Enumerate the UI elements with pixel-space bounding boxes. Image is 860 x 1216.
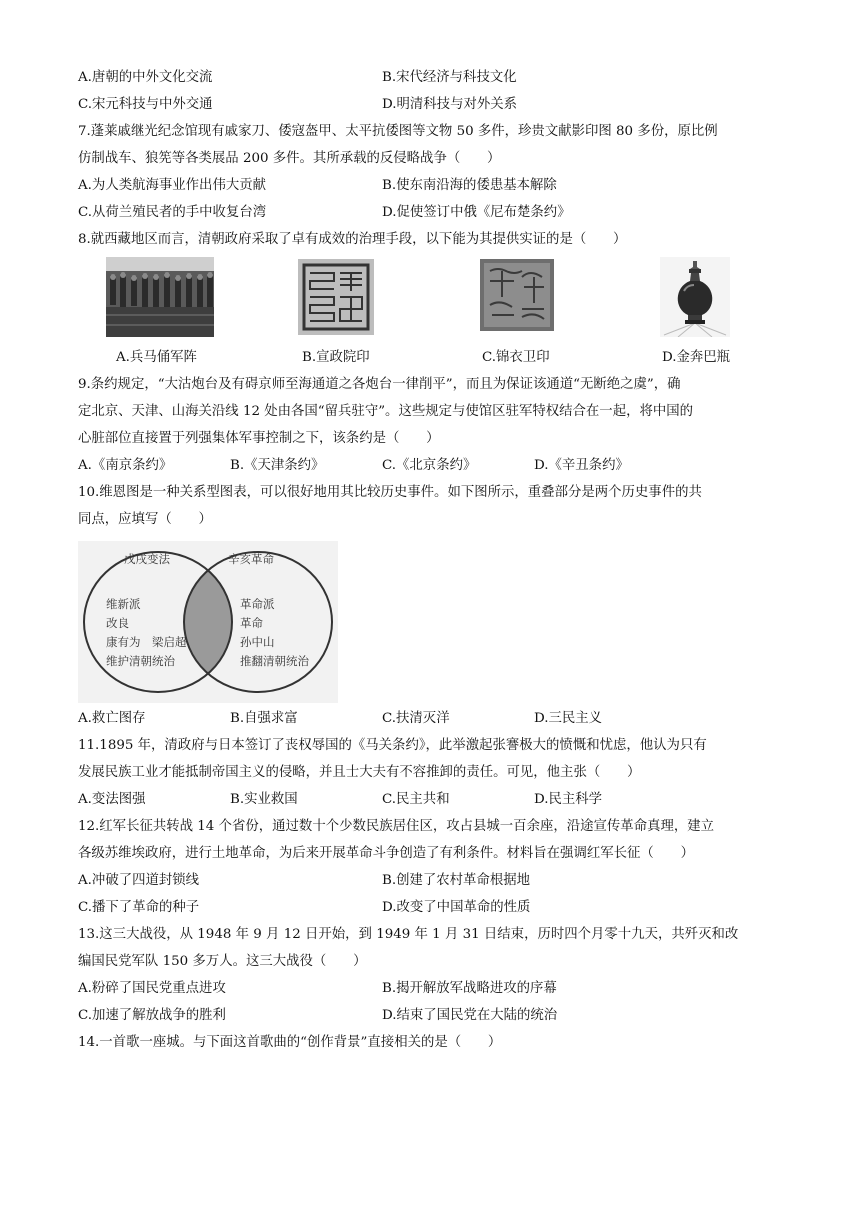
q10-option-d: D.三民主义: [534, 711, 603, 726]
q10-option-b: B.自强求富: [230, 711, 298, 726]
q6-option-b: B.宋代经济与科技文化: [382, 70, 517, 85]
q8-caption-row: [78, 345, 788, 371]
venn-left-item: 康有为 梁启超: [106, 635, 187, 649]
q7-option-c: C.从荷兰殖民者的手中收复台湾: [78, 205, 267, 220]
q9-option-d: D.《辛丑条约》: [534, 458, 629, 473]
q11-option-d: D.民主科学: [534, 792, 603, 807]
q11-option-b: B.实业救国: [230, 792, 298, 807]
venn-right-item: 革命派: [240, 597, 275, 611]
q13-option-d: D.结束了国民党在大陆的统治: [382, 1008, 558, 1023]
venn-right-item: 推翻清朝统治: [240, 654, 309, 668]
q11-stem-line1: 11.1895 年，清政府与日本签订了丧权辱国的《马关条约》，此举激起张謇极大的愤慨和忧虑，他认为只有: [78, 738, 707, 753]
q6-option-d: D.明清科技与对外关系: [382, 97, 518, 112]
q13-option-c: C.加速了解放战争的胜利: [78, 1008, 226, 1023]
q12-stem-line2: 各级苏维埃政府，进行土地革命，为后来开展革命斗争创造了有利条件。材料旨在强调红军长征（ ）: [78, 846, 694, 861]
q10-option-a: A.救亡图存: [78, 711, 146, 726]
q13-options-row1: [78, 975, 788, 1002]
terracotta-army-image: [106, 257, 214, 337]
q12-options-row2: [78, 894, 788, 921]
q12-options-row1: [78, 867, 788, 894]
golden-vase-image: [660, 257, 730, 337]
q13-stem-line1: 13.这三大战役，从 1948 年 9 月 12 日开始，到 1949 年 1 月 31 日结束，历时四个月零十九天，共歼灭和改: [78, 927, 739, 942]
q7-option-b: B.使东南沿海的倭患基本解除: [382, 178, 557, 193]
q8-option-a: A.兵马俑军阵: [116, 350, 197, 365]
q10-options-row: [78, 705, 788, 732]
q12-option-a: A.冲破了四道封锁线: [78, 873, 200, 888]
q8-option-d: D.金奔巴瓶: [662, 350, 731, 365]
q9-stem-line2: 定北京、天津、山海关沿线 12 处由各国“留兵驻守”。这些规定与使馆区驻军特权结合在一起，将中国的: [78, 404, 694, 419]
q8-stem: 8.就西藏地区而言，清朝政府采取了卓有成效的治理手段，以下能为其提供实证的是（ ）: [78, 232, 627, 247]
exam-page: [78, 64, 788, 1056]
venn-right-title: 辛亥革命: [228, 552, 274, 566]
q10-option-c: C.扶清灭洋: [382, 711, 450, 726]
q8-option-c: C.锦衣卫印: [482, 350, 550, 365]
q8-image-row: [78, 257, 788, 345]
q12-option-d: D.改变了中国革命的性质: [382, 900, 531, 915]
venn-left-item: 改良: [106, 616, 129, 630]
q9-option-a: A.《南京条约》: [78, 458, 173, 473]
q11-stem-line2: 发展民族工业才能抵制帝国主义的侵略，并且士大夫有不容推卸的责任。可见，他主张（ ）: [78, 765, 641, 780]
q6-option-c: C.宋元科技与中外交通: [78, 97, 213, 112]
q13-options-row2: [78, 1002, 788, 1029]
venn-right-items: [240, 595, 309, 671]
q12-stem-line1: 12.红军长征共转战 14 个省份，通过数十个少数民族居住区，攻占县城一百余座，沿途宣传革命真理，建立: [78, 819, 715, 834]
q13-option-a: A.粉碎了国民党重点进攻: [78, 981, 226, 996]
q13-stem-line2: 编国民党军队 150 多万人。这三大战役（ ）: [78, 954, 367, 969]
xuanzheng-seal-image: [296, 257, 376, 337]
q9-options-row: [78, 452, 788, 479]
q10-stem-line1: 10.维恩图是一种关系型图表，可以很好地用其比较历史事件。如下图所示，重叠部分是两个历史事件的共: [78, 485, 702, 500]
q7-stem-line1: 7.蓬莱戚继光纪念馆现有戚家刀、倭寇盔甲、太平抗倭图等文物 50 多件，珍贵文献影印图 80 多份，原比例: [78, 124, 718, 139]
q9-option-c: C.《北京条约》: [382, 458, 477, 473]
q9-stem-line3: 心脏部位直接置于列强集体军事控制之下，该条约是（ ）: [78, 431, 440, 446]
q6-options-row2: [78, 91, 788, 118]
q7-options-row1: [78, 172, 788, 199]
venn-left-item: 维护清朝统治: [106, 654, 175, 668]
q7-option-d: D.促使签订中俄《尼布楚条约》: [382, 205, 571, 220]
q14-stem: 14.一首歌一座城。与下面这首歌曲的“创作背景”直接相关的是（ ）: [78, 1035, 502, 1050]
venn-right-item: 孙中山: [240, 635, 275, 649]
venn-left-title: 戊戌变法: [124, 552, 170, 566]
q9-option-b: B.《天津条约》: [230, 458, 325, 473]
q6-options-row1: [78, 64, 788, 91]
venn-left-items: [106, 595, 187, 671]
q12-option-b: B.创建了农村革命根据地: [382, 873, 531, 888]
q9-stem-line1: 9.条约规定，“大沽炮台及有碍京师至海通道之各炮台一律削平”，而且为保证该通道“无断绝之虞”，确: [78, 377, 681, 392]
jinyiwei-seal-image: [478, 257, 556, 333]
q7-option-a: A.为人类航海事业作出伟大贡献: [78, 178, 267, 193]
q8-option-b: B.宣政院印: [302, 350, 370, 365]
q12-option-c: C.播下了革命的种子: [78, 900, 200, 915]
venn-diagram: [78, 541, 788, 703]
venn-right-item: 革命: [240, 616, 263, 630]
q11-option-a: A.变法图强: [78, 792, 146, 807]
q7-stem-line2: 仿制战车、狼筅等各类展品 200 多件。其所承载的反侵略战争（ ）: [78, 151, 501, 166]
q10-stem-line2: 同点，应填写（ ）: [78, 512, 212, 527]
q11-option-c: C.民主共和: [382, 792, 450, 807]
q7-options-row2: [78, 199, 788, 226]
venn-left-item: 维新派: [106, 597, 141, 611]
q11-options-row: [78, 786, 788, 813]
q6-option-a: A.唐朝的中外文化交流: [78, 70, 213, 85]
q13-option-b: B.揭开解放军战略进攻的序幕: [382, 981, 557, 996]
